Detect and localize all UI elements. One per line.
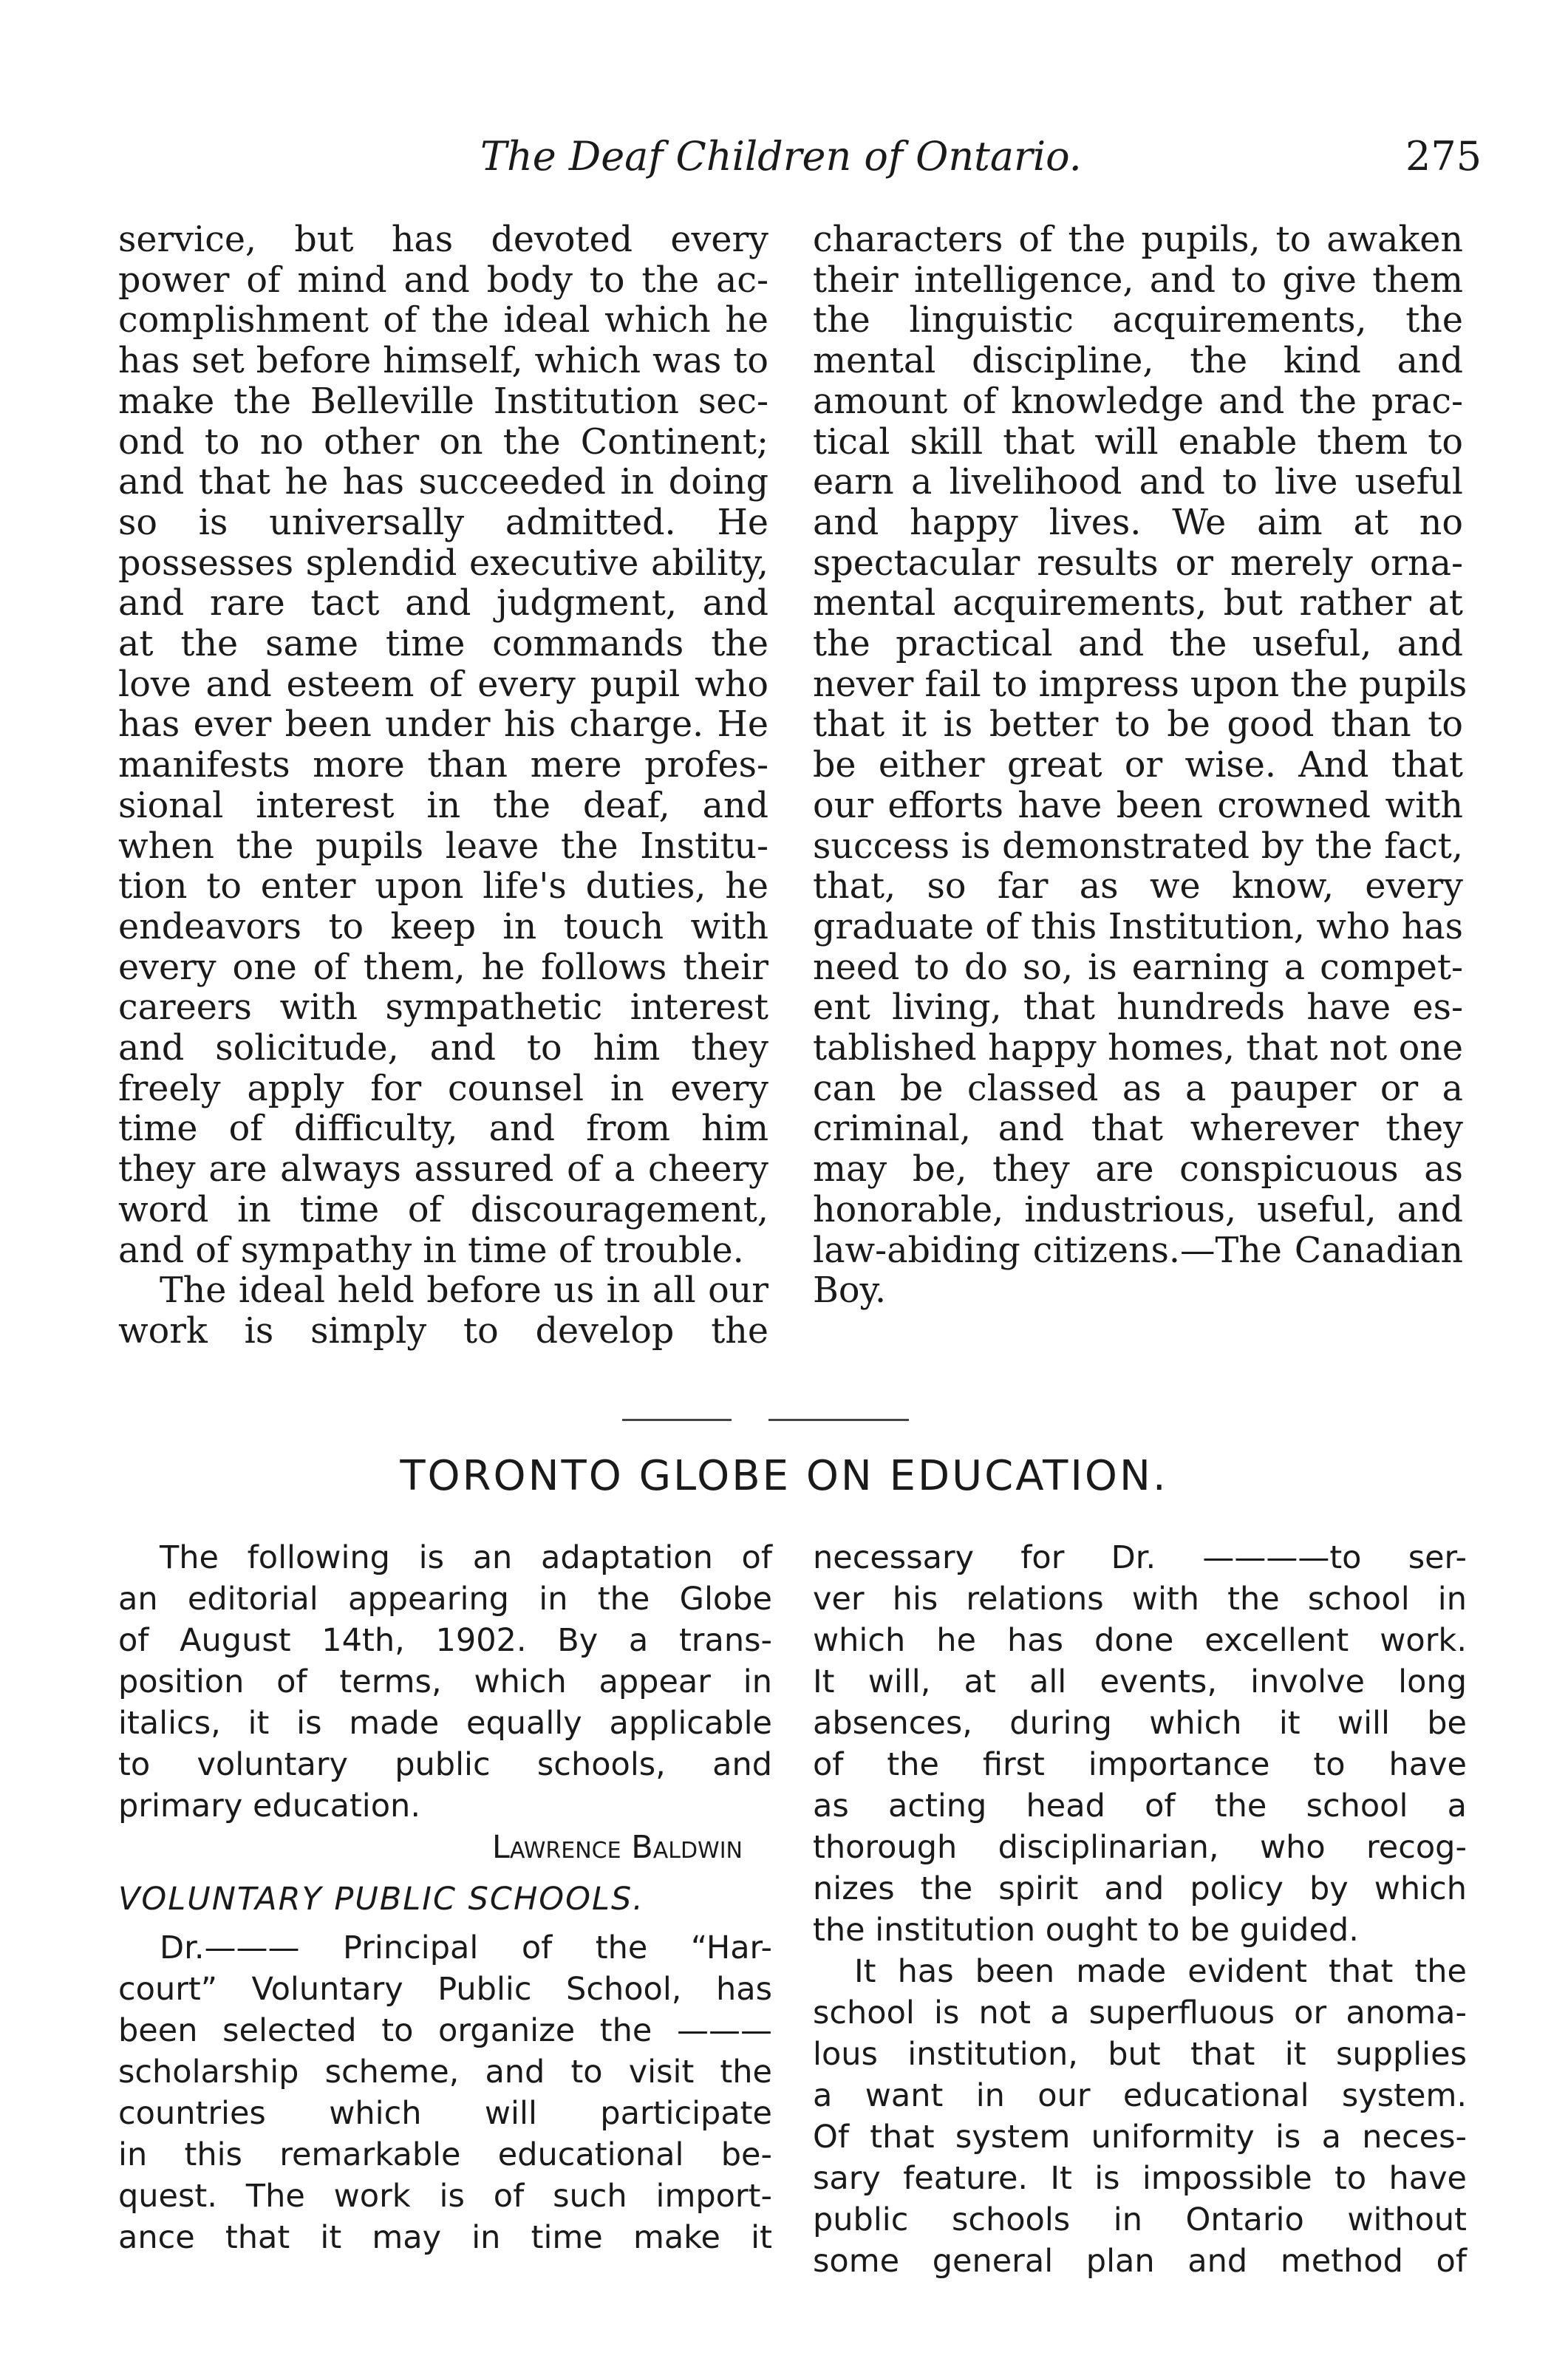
text-line: sional interest in the deaf, and [118, 785, 768, 826]
text-line: their intelligence, and to give them [813, 259, 1463, 301]
text-line: may be, they are conspicuous as [813, 1149, 1463, 1190]
text-line: word in time of discouragement, [118, 1189, 768, 1230]
text-line: primary education. [118, 1788, 420, 1825]
text-line: so is universally admitted. He [118, 502, 768, 543]
text-line: complishment of the ideal which he [118, 300, 768, 341]
text-line: It will, at all events, involve long [813, 1663, 1467, 1700]
text-line: graduate of this Institution, who has [813, 906, 1463, 947]
text-line: public schools in Ontario without [813, 2201, 1467, 2238]
text-line: ond to no other on the Continent; [118, 421, 768, 463]
text-line: lous institution, but that it supplies [813, 2036, 1467, 2073]
section-divider [622, 1419, 732, 1421]
text-line: thorough disciplinarian, who recog- [813, 1829, 1467, 1866]
text-line: which he has done excellent work. [813, 1622, 1467, 1659]
text-line: It has been made evident that the [854, 1953, 1467, 1990]
text-line: power of mind and body to the ac- [118, 259, 768, 301]
text-line: earn a livelihood and to live useful [813, 462, 1463, 503]
text-line: the institution ought to be guided. [813, 1912, 1359, 1949]
text-line: countries which will participate [118, 2095, 772, 2132]
text-line: ent living, that hundreds have es- [813, 987, 1463, 1029]
text-line: work is simply to develop the [118, 1310, 768, 1352]
text-line: position of terms, which appear in [118, 1663, 772, 1700]
text-line: that, so far as we know, every [813, 866, 1463, 907]
text-line: our efforts have been crowned with [813, 785, 1463, 826]
text-line: honorable, industrious, useful, and [813, 1189, 1463, 1230]
text-line: ver his relations with the school in [813, 1581, 1467, 1618]
text-line: love and esteem of every pupil who [118, 664, 768, 705]
text-line: success is demonstrated by the fact, [813, 825, 1463, 867]
text-line: need to do so, is earning a compet- [813, 947, 1463, 988]
text-line: they are always assured of a cheery [118, 1149, 768, 1190]
text-line: amount of knowledge and the prac- [813, 381, 1463, 422]
text-line: to voluntary public schools, and [118, 1746, 772, 1783]
text-line: has set before himself, which was to [118, 341, 768, 382]
running-title: The Deaf Children of Ontario. [480, 133, 1082, 180]
text-line: The ideal held before us in all our [160, 1270, 768, 1312]
section-divider [768, 1419, 909, 1421]
article2-column-left [118, 1537, 772, 2258]
article1-column-left [118, 220, 768, 1352]
text-line: The following is an adaptation of [160, 1539, 772, 1576]
text-line: never fail to impress upon the pupils [813, 664, 1468, 705]
text-line: of the first importance to have [813, 1746, 1467, 1783]
text-line: when the pupils leave the Institu- [118, 825, 768, 867]
text-line: mental acquirements, but rather at [813, 583, 1463, 624]
text-line: make the Belleville Institution sec- [118, 381, 768, 422]
text-line: that it is better to be good than to [813, 704, 1463, 746]
text-line: an editorial appearing in the Globe [118, 1581, 772, 1618]
text-line: careers with sympathetic interest [118, 987, 768, 1029]
text-line: ance that it may in time make it [118, 2219, 772, 2256]
text-line: sary feature. It is impossible to have [813, 2160, 1467, 2197]
text-line: endeavors to keep in touch with [118, 906, 768, 947]
text-line: and of sympathy in time of trouble. [118, 1230, 744, 1271]
text-line: nizes the spirit and policy by which [813, 1870, 1467, 1907]
text-line: school is not a superfluous or anoma- [813, 1994, 1467, 2031]
text-line: and that he has succeeded in doing [118, 462, 768, 503]
text-line: mental discipline, the kind and [813, 341, 1463, 382]
subheading: VOLUNTARY PUBLIC SCHOOLS. [118, 1881, 644, 1918]
text-line: possesses splendid executive ability, [118, 542, 768, 584]
text-line: necessary for Dr. ————to ser- [813, 1539, 1467, 1576]
text-line: tion to enter upon life's duties, he [118, 866, 768, 907]
text-line: in this remarkable educational be- [118, 2136, 772, 2173]
text-line: law-abiding citizens.—The Canadian [813, 1230, 1463, 1271]
text-line: service, but has devoted every [118, 219, 768, 260]
text-line: characters of the pupils, to awaken [813, 219, 1463, 260]
text-line: criminal, and that wherever they [813, 1108, 1463, 1150]
text-line: and solicitude, and to him they [118, 1028, 768, 1069]
text-line: and happy lives. We aim at no [813, 502, 1463, 543]
text-line: the practical and the useful, and [813, 624, 1463, 665]
text-line: spectacular results or merely orna- [813, 542, 1463, 584]
text-line: absences, during which it will be [813, 1705, 1467, 1742]
text-line: time of difficulty, and from him [118, 1108, 768, 1150]
text-line: every one of them, he follows their [118, 947, 768, 988]
text-line: freely apply for counsel in every [118, 1068, 768, 1109]
article1-column-right [813, 219, 1468, 1312]
section-title: TORONTO GLOBE ON EDUCATION. [400, 1452, 1168, 1500]
text-line: and rare tact and judgment, and [118, 583, 768, 624]
text-line: italics, it is made equally applicable [118, 1705, 772, 1742]
text-line: Of that system uniformity is a neces- [813, 2119, 1467, 2156]
text-line: the linguistic acquirements, the [813, 300, 1463, 341]
text-line: tablished happy homes, that not one [813, 1028, 1463, 1069]
text-line: tical skill that will enable them to [813, 421, 1463, 463]
text-line: as acting head of the school a [813, 1788, 1467, 1825]
text-line: scholarship scheme, and to visit the [118, 2054, 772, 2091]
text-line: a want in our educational system. [813, 2077, 1467, 2114]
text-line: Boy. [813, 1270, 887, 1312]
text-line: at the same time commands the [118, 624, 768, 665]
article2-column-right [813, 1537, 1467, 2282]
text-line: quest. The work is of such import- [118, 2178, 772, 2215]
text-line: Dr.——— Principal of the “Har- [160, 1929, 772, 1966]
text-line: of August 14th, 1902. By a trans- [118, 1622, 772, 1659]
text-line: some general plan and method of [813, 2243, 1467, 2280]
text-line: be either great or wise. And that [813, 745, 1463, 786]
signature: Lawrence Baldwin [491, 1829, 743, 1866]
text-line: can be classed as a pauper or a [813, 1068, 1463, 1109]
text-line: court” Voluntary Public School, has [118, 1971, 772, 2008]
text-line: manifests more than mere profes- [118, 745, 768, 786]
page-number: 275 [1405, 133, 1482, 180]
page-header [0, 133, 1568, 200]
text-line: been selected to organize the ——— [118, 2012, 772, 2049]
text-line: has ever been under his charge. He [118, 704, 768, 746]
